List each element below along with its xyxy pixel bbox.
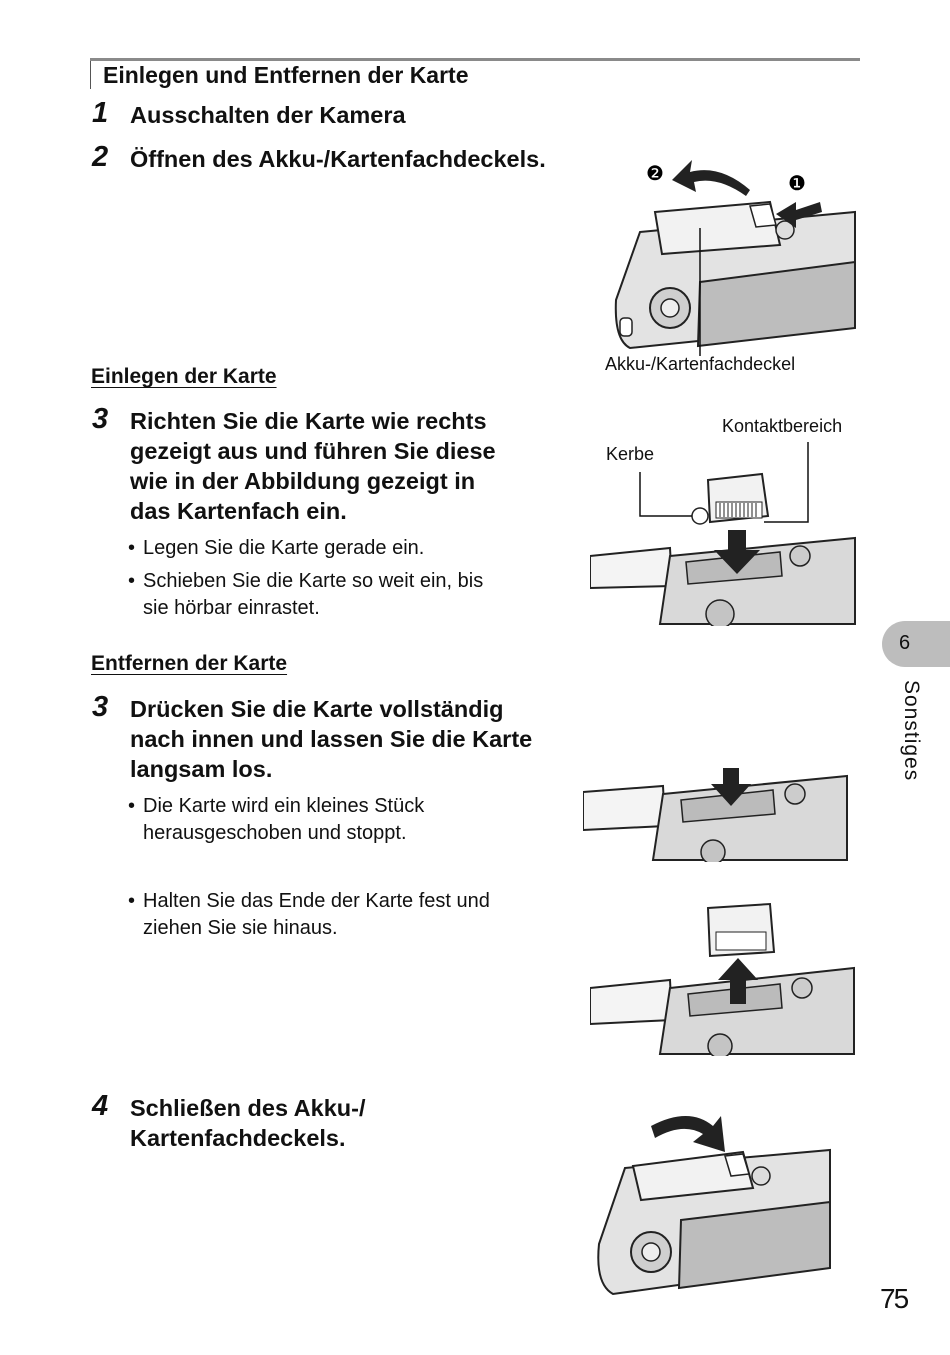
camera-body-illustration [616,202,855,348]
marker-2: ❷ [646,161,664,185]
notch-caption: Kerbe [606,444,655,464]
remove-bullets-1 [128,793,568,853]
step-4-number: 4 [92,1090,109,1122]
cover-caption: Akku-/Kartenfachdeckel [605,354,796,374]
step-1-text: Ausschalten der Kamera [130,102,406,128]
list-item: • Schieben Sie die Karte so weit ein, bis sie hörbar einrastet. [128,570,484,619]
contact-pointer [764,442,808,522]
step-2-text: Öffnen des Akku-/Kartenfachdeckels. [130,146,546,172]
figure-open-cover [600,150,860,380]
chapter-label: Sonstiges [900,680,923,782]
figure-pull-card [590,900,856,1056]
figure-close-cover [585,1104,835,1304]
step-1-number: 1 [92,97,109,129]
close-arrow [651,1116,725,1152]
list-item: • Die Karte wird ein kleines Stück herausgeschoben und stoppt. [128,795,425,844]
remove-bullets-2 [128,888,568,948]
memory-card-illustration [708,474,768,522]
notch-marker [692,508,708,524]
marker-1: ❶ [788,171,806,195]
notch-pointer [640,472,692,516]
figure-press-card [583,764,849,862]
contact-caption: Kontaktbereich [722,416,843,436]
list-item: • Legen Sie die Karte gerade ein. [128,537,425,559]
list-item: • Halten Sie das Ende der Karte fest und ziehen Sie sie hinaus. [128,890,490,939]
step-3-insert-number: 3 [92,403,109,435]
section-title: Einlegen und Entfernen der Karte [90,61,663,89]
step-2-number: 2 [92,141,109,173]
step-4-text: Schließen des Akku-/ Kartenfachdeckels. [130,1095,366,1151]
step-3-insert-text: Richten Sie die Karte wie rechts gezeigt aus und führen Sie diese wie in der Abbildung gezeigt in das Kartenfach ein. [130,408,496,524]
step-3-remove-number: 3 [92,691,109,723]
chapter-tab [882,621,950,667]
insert-bullets [128,535,568,628]
chapter-number: 6 [899,632,911,654]
step-3-remove-text: Drücken Sie die Karte vollständig nach innen und lassen Sie die Karte langsam los. [130,696,533,782]
page-number: 75 [880,1283,908,1314]
remove-subhead: Entfernen der Karte [91,652,288,675]
insert-subhead: Einlegen der Karte [91,365,277,388]
open-arrow [672,160,750,196]
figure-insert-card [590,436,858,626]
